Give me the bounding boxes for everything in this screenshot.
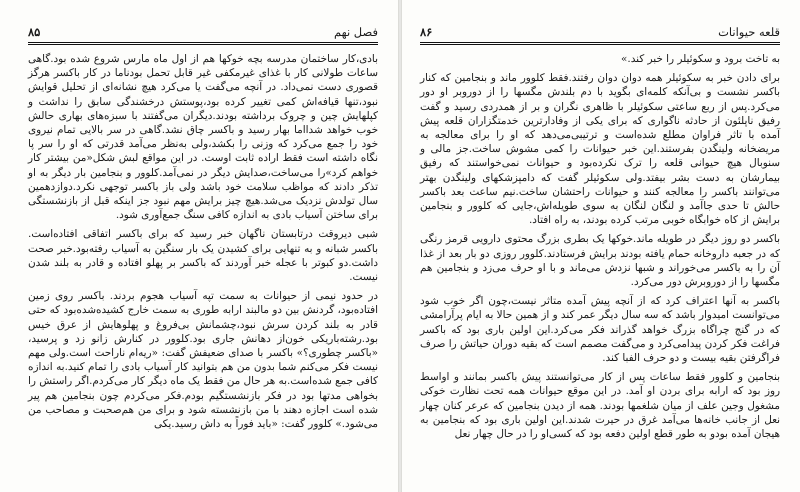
paragraph: شبی دیروقت درتابستان ناگهان خبر رسید که برای باکسر اتفاقی افتاده‌است. باکسر شبانه و به تنهایی برای کشیدن یک بار سنگین به آسیاب رفته‌بود.خبر صحت داشت.دو کبوتر با عجله خبر آوردند که باکسر بر پهلو افتاده و قادر به بلند شدن نیست. bbox=[28, 228, 378, 284]
paragraph: برای دادن خبر به سکوئیلر همه دوان دوان رفتند.فقط کلوور ماند و بنجامین که کنار باکسر نشست و بی‌آنکه کلمه‌ای بگوید با دم بلندش مگسها را از دوروبر او دور می‌کرد.پس از ربع ساعتی سکوئیلر با ظاهری نگران و بر از همدردی رسید و گفت رفیق ناپلئون از حادثه ناگواری که برای یکی از وفادارترین خدمتگزاران قلعه پیش آمده با تاثر فراوان مطلع شده‌است و ترتیبی‌می‌دهد که او را برای معالجه به مریضخانه ولینگدن بفرستند.این خبر حیوانات را کمی مشوش ساخت.جز مالی و سنوبال هیچ حیوانی قلعه را ترک نکرده‌بود و حیوانات نمی‌خواستند که رفیق بیمارشان به دست بشر بیفتد.ولی سکوئیلر گفت که دامپزشکهای ولینگدن بهتر می‌توانند باکسر را معالجه کنند و حیوانات راحتشان ساخت.نیم ساعت بعد باکسر حالش تا حدی جا‌آمد و لنگان لنگان به سوی طویله‌اش،جایی که کلوور و بنجامین برایش از کاه خوابگاه خوبی مرتب کرده بودند، به راه افتاد. bbox=[420, 72, 780, 227]
paragraph: باکسر دو روز دیگر در طویله ماند.خوکها یک بطری بزرگ محتوی دارویی قرمز رنگی که در جعبه داروخانه حمام یافته بودند برایش فرستادند.کلوور روزی دو بار بعد از غذا آن را به باکسر می‌خوراند و شبها نزدش می‌ماند و با او حرف می‌زد و بنجامین هم مگسها را از دوروبرش دور می‌کرد. bbox=[420, 233, 780, 289]
paragraph: به تاخت برود و سکوئیلر را خبر کند.» bbox=[621, 53, 780, 65]
right-header-rule bbox=[420, 42, 780, 45]
left-body-text bbox=[28, 52, 378, 436]
right-page-number: ۸۶ bbox=[420, 25, 433, 39]
right-book-title: قلعه حیوانات bbox=[718, 25, 780, 39]
left-chapter-title: فصل نهم bbox=[334, 25, 378, 39]
paragraph: در حدود نیمی از حیوانات به سمت تپه آسیاب هجوم بردند. باکسر روی زمین افتاده‌بود، گردنش بین دو مالبند ارابه طوری به سمت خارج کشیده‌شده‌بود که حتی قادر به بلند کردن سرش نبود،چشمانش بی‌فروغ و پهلوهایش از عرق خیس بود.رشته‌باریکی خون‌از دهانش جاری بود.کلوور در کنارش زانو زد و پرسید، «باکسر چطوری؟» باکسر با صدای ضعیفش گفت: «ریه‌ام ناراحت است.ولی مهم نیست فکر می‌کنم شما بدون من هم بتوانید کار آسیاب بادی را تمام کنید.به اندازه کافی جمع شده‌است.به هر حال من فقط یک ماه دیگر کار می‌کردم.اگر راستش را بخواهی مدتها بود در فکر بازنشستگیم بودم.فکر می‌کردم چون بنجامین هم پیر شده است اجازه دهند با من بازنشسته شود و برای من هم‌صحبت و مصاحب من می‌شود.» کلوور گفت: «باید فوراً به داش رسید.یکی bbox=[28, 290, 378, 431]
left-page bbox=[0, 0, 398, 492]
right-page bbox=[402, 0, 800, 492]
paragraph: باکسر به آنها اعتراف کرد که از آنچه پیش آمده متاثر نیست،چون اگر خوب شود می‌توانست امیدوار باشد که سه سال دیگر عمر کند و از همین حالا به ایام پرآرامشی که در گنج چراگاه بزرگ خواهد گذراند فکر می‌کرد.این اولین باری بود که باکسر فراغت فکر کردن پیدامی‌کرد و می‌گفت مصمم است که بقیه دوران حیاتش را صرف فراگرفتن بقیه بیست و دو حرف الفبا کند. bbox=[420, 295, 780, 365]
paragraph: بنجامین و کلوور فقط ساعات پس از کار می‌توانستند پیش باکسر بمانند و اواسط روز بود که ارابه برای بردن او آمد. در این موقع حیوانات همه تحت نظارت خوکی مشغول وجین علف از میان شلغمها بودند. همه از دیدن بنجامین که عرعر کنان چهار نعل از جانب خانه‌ها می‌آمد غرق در حیرت شدند.این اولین باری بود که بنجامین به هیجان آمده بودو به طور قطع اولین دفعه بود که کسی‌او را در حال چهار نعل bbox=[420, 371, 780, 441]
left-page-number: ۸۵ bbox=[28, 25, 41, 39]
left-header-rule bbox=[28, 42, 378, 45]
paragraph: بادی،کار ساختمان مدرسه بچه خوکها هم از اول ماه مارس شروع شده بود.گاهی ساعات طولانی کار با غذای غیرمکفی غیر قابل تحمل بودناما در کار باکسر هرگز قصوری دست نمی‌داد. در آنچه می‌گفت یا می‌کرد هیچ نشانه‌ای از تحلیل قوایش نبود،تنها قیافه‌اش کمی تغییر کرده بود،پوستش درخشندگی سابق را نداشت و کپلهایش چین و چروک برداشته بودند.دیگران می‌گفتند با سبزه‌های بهاری حالش خوب خواهد شدااما بهار رسید و باکسر چاق نشد.گاهی در سر بالایی تمام نیروی خود را جمع می‌کرد که وزنی را بکشد،ولی به‌نظر می‌آمد قدرتی که او را سر پا نگاه داشته است فقط اراده ثابت اوست. در این مواقع لبش شکل«من بیشتر کار خواهم کرد»را می‌ساخت،صدایش دیگر در نمی‌آمد.کلوور و بنجامین بار دیگر به او تذکر دادند که مواظب سلامت خود باشد ولی باز باکسر توجهی نکرد.دوازدهمین سال تولدش نزدیک می‌شد.هیچ چیز برایش مهم نبود جز اینکه قبل از بازنشستگی برای ساختن آسیاب بادی به اندازه کافی سنگ جمع‌آوری شود. bbox=[28, 53, 378, 222]
left-page-header bbox=[28, 24, 378, 40]
right-page-header bbox=[420, 24, 780, 40]
right-body-text bbox=[420, 52, 780, 446]
